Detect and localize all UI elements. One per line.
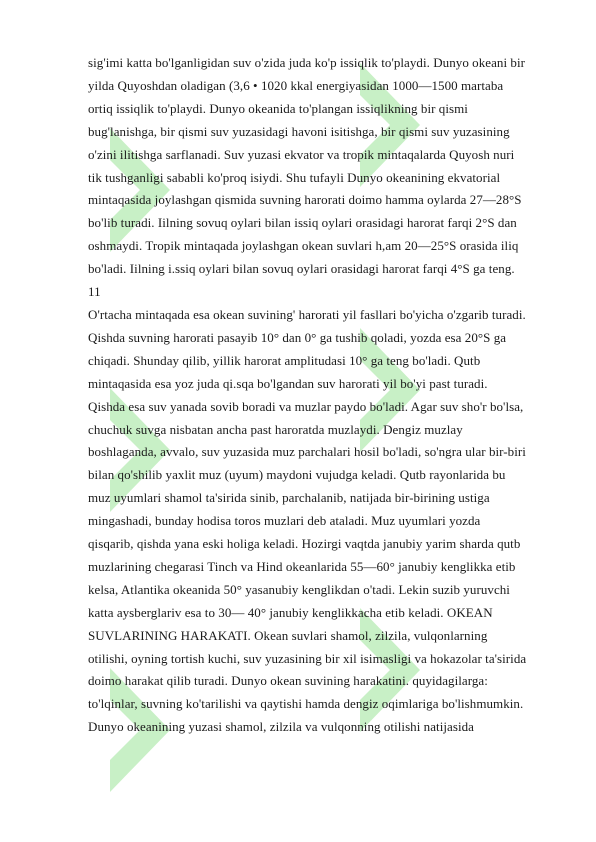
text-line: mingashadi, bunday hodisa toros muzlari deb ataladi. Muz uyumlari yozda (88, 513, 481, 529)
text-line: chuchuk suvga nisbatan ancha past haroratda muzlaydi. Dengiz muzlay (88, 421, 463, 437)
text-line: tik tushganligi sababli ko'proq isiydi. Shu tufayli Dunyo okeanining ekvatorial (88, 169, 501, 185)
text-line: to'lqinlar, suvning ko'tarilishi va qaytishi hamda dengiz oqimlariga bo'lishmumkin. (88, 696, 524, 712)
text-line: katta aysberglariv esa to 30— 40° janubiy kenglikkacha etib keladi. OKEAN (88, 604, 493, 620)
text-line: yilda Quyoshdan oladigan (3,6 • 1020 kkal energiyasidan 1000—1500 martaba (88, 77, 504, 93)
text-line: Dunyo okeanining yuzasi shamol, zilzila va vulqonning otilishi natijasida (88, 719, 475, 735)
text-line: kelsa, Atlantika okeanida 50° yasanubiy kenglikdan o'tadi. Lekin suzib yuruvchi (88, 581, 510, 597)
text-line: muzlarining chegarasi Tinch va Hind okeanlarida 55—60° janubiy kenglikka etib (88, 558, 516, 574)
text-line: doimo harakat qilib turadi. Dunyo okean suvining harakatini. quyidagilarga: (88, 673, 488, 689)
text-line: boshlaganda, avvalo, suv yuzasida muz parchalari hosil bo'ladi, so'ngra ular bir-biri (88, 444, 526, 460)
document-body (88, 52, 558, 739)
text-line: bilan qo'shilib yaxlit muz (uyum) maydoni vujudga keladi. Qutb rayonlarida bu (88, 467, 506, 483)
text-line: chiqadi. Shunday qilib, yillik harorat amplitudasi 10° ga teng bo'ladi. Qutb (88, 352, 481, 368)
text-line: qisqarib, qishda yana eski holiga keladi. Hozirgi vaqtda janubiy yarim sharda qutb (88, 536, 521, 552)
text-line: mintaqasida joylashgan qismida suvning harorati doimo hamma oylarda 27—28°S (88, 192, 522, 208)
text-line: mintaqasida esa yoz juda qi.sqa bo'lgandan suv harorati yil bo'yi past turadi. (88, 375, 488, 391)
text-line: bo'lib turadi. Iilning sovuq oylari bilan issiq oylari orasidagi harorat farqi 2°S dan (88, 215, 517, 231)
text-line: oshmaydi. Tropik mintaqada joylashgan okean suvlari h,am 20—25°S orasida iliq (88, 238, 519, 254)
text-line: ortiq issiqlik to'playdi. Dunyo okeanida to'plangan issiqlikning bir qismi (88, 100, 468, 116)
text-line: bug'lanishga, bir qismi suv yuzasidagi havoni isitishga, bir qismi suv yuzasining (88, 123, 510, 139)
text-line: muz uyumlari shamol ta'sirida sinib, parchalanib, natijada bir-birining ustiga (88, 490, 490, 506)
text-line: bo'ladi. Iilning i.ssiq oylari bilan sovuq oylari orasidagi harorat farqi 4°S ga teng. (88, 261, 515, 277)
page-number: 11 (88, 284, 101, 300)
text-line: Qishda esa suv yanada sovib boradi va muzlar paydo bo'ladi. Agar suv sho'r bo'lsa, (88, 398, 524, 414)
text-line: o'zini ilitishga sarflanadi. Suv yuzasi ekvator va tropik mintaqalarda Quyosh nuri (88, 146, 515, 162)
text-line: Qishda suvning harorati pasayib 10° dan 0° ga tushib qoladi, yozda esa 20°S ga (88, 329, 507, 345)
text-line: otilishi, oyning tortish kuchi, suv yuzasining bir xil isimasligi va hokazolar ta'sirida (88, 650, 527, 666)
text-line: sig'imi katta bo'lganligidan suv o'zida juda ko'p issiqlik to'playdi. Dunyo okeani bir (88, 55, 526, 70)
text-line: SUVLARINING HARAKATI. Okean suvlari shamol, zilzila, vulqonlarning (88, 627, 488, 643)
text-line: O'rtacha mintaqada esa okean suvining' harorati yil fasllari bo'yicha o'zgarib turadi. (88, 306, 526, 322)
